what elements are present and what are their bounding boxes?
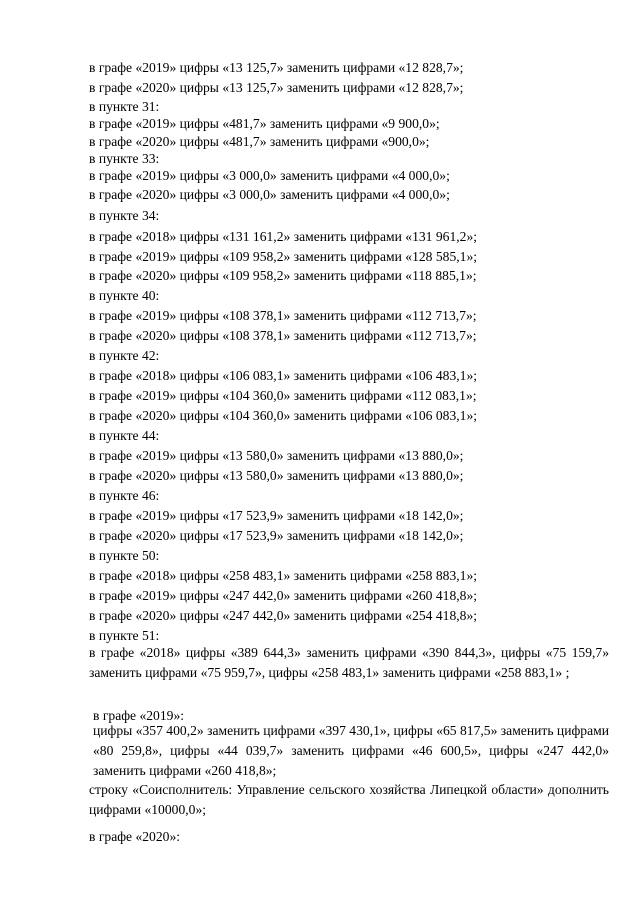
text-line: в графе «2018» цифры «106 083,1» заменить цифрами «106 483,1»; <box>89 368 478 383</box>
text-line: в графе «2020» цифры «13 580,0» заменить цифрами «13 880,0»; <box>89 468 464 483</box>
text-line: в пункте 46: <box>89 488 160 503</box>
text-line: в графе «2019» цифры «3 000,0» заменить цифрами «4 000,0»; <box>89 168 450 183</box>
text-line: в графе «2020» цифры «481,7» заменить цифрами «900,0»; <box>89 134 430 149</box>
text-line: в графе «2020» цифры «108 378,1» заменить цифрами «112 713,7»; <box>89 328 477 343</box>
text-line-2019: в графе «2019»: <box>93 708 185 723</box>
text-line: в пункте 51: <box>89 628 160 643</box>
text-line: в пункте 34: <box>89 208 160 223</box>
paragraph-2018: в графе «2018» цифры «389 644,3» заменить цифрами «390 844,3», цифры «75 159,7» заменить цифрами «75 959,7», цифры «258 483,1» заменить цифрами «258 883,1» ; <box>89 645 609 680</box>
text-line: в графе «2019» цифры «13 125,7» заменить цифрами «12 828,7»; <box>89 60 464 75</box>
text-line: в графе «2019» цифры «108 378,1» заменить цифрами «112 713,7»; <box>89 308 477 323</box>
text-line-2020: в графе «2020»: <box>89 829 181 844</box>
text-line: в графе «2019» цифры «104 360,0» заменить цифрами «112 083,1»; <box>89 388 477 403</box>
text-line: в графе «2020» цифры «17 523,9» заменить цифрами «18 142,0»; <box>89 528 464 543</box>
text-line: в пункте 42: <box>89 348 160 363</box>
text-line: в графе «2019» цифры «13 580,0» заменить цифрами «13 880,0»; <box>89 448 464 463</box>
text-line: в графе «2020» цифры «3 000,0» заменить цифрами «4 000,0»; <box>89 187 450 202</box>
text-line: в графе «2019» цифры «109 958,2» заменить цифрами «128 585,1»; <box>89 249 478 264</box>
text-line: в графе «2019» цифры «17 523,9» заменить цифрами «18 142,0»; <box>89 508 464 523</box>
text-line: в графе «2020» цифры «247 442,0» заменить цифрами «254 418,8»; <box>89 608 478 623</box>
text-line: в пункте 44: <box>89 428 160 443</box>
text-line: в графе «2018» цифры «258 483,1» заменить цифрами «258 883,1»; <box>89 568 478 583</box>
text-line: в графе «2019» цифры «481,7» заменить цифрами «9 900,0»; <box>89 116 440 131</box>
paragraph-coexecutor: строку «Соисполнитель: Управление сельского хозяйства Липецкой области» дополнить цифрами «10000,0»; <box>89 782 609 817</box>
text-line: в графе «2020» цифры «109 958,2» заменить цифрами «118 885,1»; <box>89 268 477 283</box>
text-line: в графе «2019» цифры «247 442,0» заменить цифрами «260 418,8»; <box>89 588 478 603</box>
text-line: в пункте 31: <box>89 99 160 114</box>
text-line: в пункте 33: <box>89 151 160 166</box>
text-line: в графе «2020» цифры «13 125,7» заменить цифрами «12 828,7»; <box>89 80 464 95</box>
text-line: в графе «2018» цифры «131 161,2» заменить цифрами «131 961,2»; <box>89 229 478 244</box>
text-line: в графе «2020» цифры «104 360,0» заменить цифрами «106 083,1»; <box>89 408 478 423</box>
text-line: в пункте 50: <box>89 548 160 563</box>
paragraph-2019: цифры «357 400,2» заменить цифрами «397 430,1», цифры «65 817,5» заменить цифрами «80 259,8», цифры «44 039,7» заменить цифрами «46 600,5», цифры «247 442,0» заменить цифрами «260 418,8»; <box>93 723 609 778</box>
text-line: в пункте 40: <box>89 288 160 303</box>
